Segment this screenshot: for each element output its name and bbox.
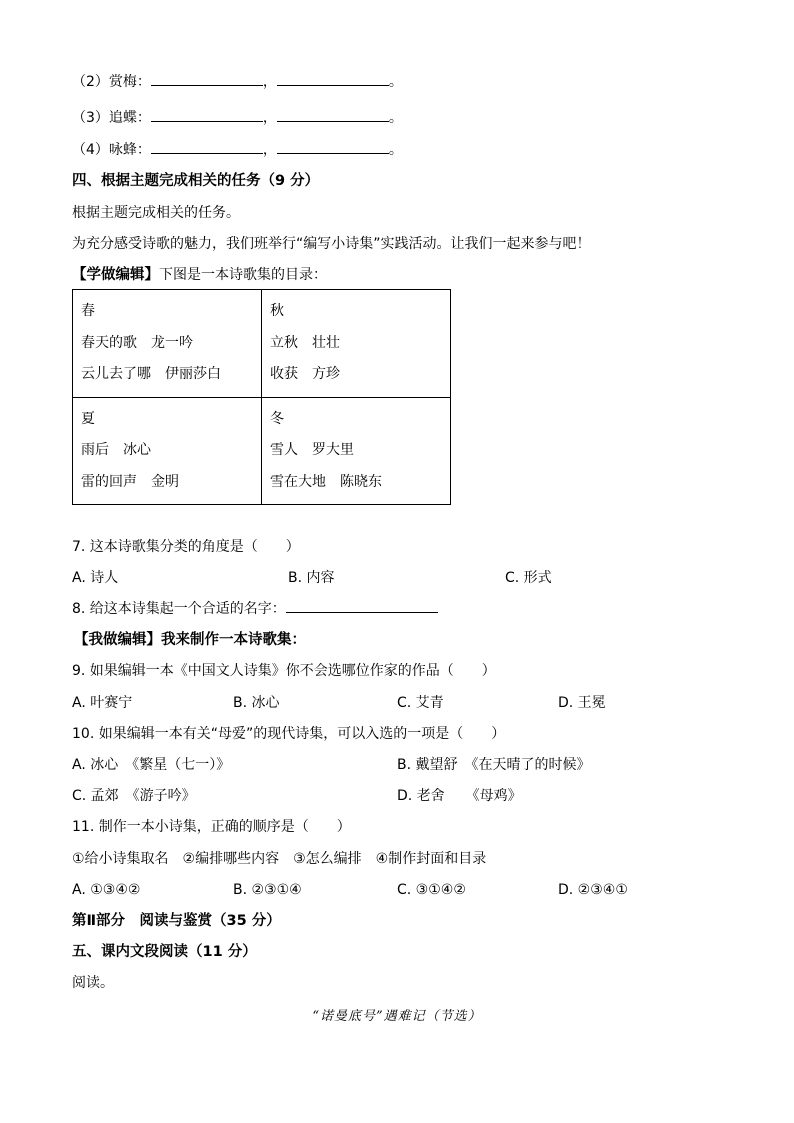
season-label: 冬: [270, 410, 284, 427]
recite-item-3: [72, 109, 403, 127]
learn-editing-label: 【学做编辑】: [72, 267, 159, 283]
comma: ，: [262, 74, 277, 90]
cell-autumn: [262, 290, 451, 398]
comma: ，: [262, 110, 277, 126]
question-10: 10. 如果编辑一本有关“母爱”的现代诗集，可以入选的一项是（ ）: [72, 726, 506, 742]
activity-description: 为充分感受诗歌的魅力，我们班举行“编写小诗集”实践活动。让我们一起来参与吧！: [72, 236, 591, 252]
make-editing-heading: 【我做编辑】我来制作一本诗歌集：: [74, 632, 306, 648]
question-8-text: 8. 给这本诗集起一个合适的名字：: [72, 601, 286, 617]
recite-item-4: [72, 141, 403, 159]
q11-option-d[interactable]: D. ②③④①: [558, 882, 628, 898]
period: 。: [388, 110, 403, 126]
recite-label: （3）追蝶：: [72, 110, 151, 126]
answer-blank[interactable]: [277, 141, 389, 154]
answer-blank[interactable]: [151, 109, 263, 122]
cell-winter: [262, 397, 451, 505]
answer-blank[interactable]: [151, 73, 263, 86]
cell-spring: [73, 290, 262, 398]
section-4-intro: 根据主题完成相关的任务。: [72, 205, 240, 221]
question-7: 7. 这本诗歌集分类的角度是（ ）: [72, 539, 300, 555]
poem-entry: 雨后 冰心: [81, 442, 151, 458]
section-5-title: 五、课内文段阅读（11 分）: [72, 944, 257, 960]
q10-option-b[interactable]: B. 戴望舒 《在天晴了的时候》: [397, 757, 591, 773]
q7-option-a[interactable]: A. 诗人: [72, 570, 119, 586]
poem-entry: 雪在大地 陈晓东: [270, 473, 382, 490]
question-11: 11. 制作一本小诗集，正确的顺序是（ ）: [72, 819, 351, 835]
q10-option-c[interactable]: C. 孟郊 《游子吟》: [72, 788, 196, 804]
q11-option-b[interactable]: B. ②③①④: [233, 882, 302, 898]
answer-blank[interactable]: [286, 600, 438, 613]
q7-option-c[interactable]: C. 形式: [505, 570, 552, 586]
learn-editing-line: [72, 266, 327, 284]
poem-entry: 收获 方珍: [270, 366, 340, 382]
passage-title: “诺曼底号”遇难记（节选）: [312, 1009, 482, 1024]
poem-entry: 立秋 壮壮: [270, 334, 340, 351]
read-instruction: 阅读。: [72, 975, 114, 991]
question-9: 9. 如果编辑一本《中国文人诗集》你不会选哪位作家的作品（ ）: [72, 663, 496, 679]
q9-option-d[interactable]: D. 王冕: [558, 695, 606, 711]
recite-label: （4）咏蜂：: [72, 142, 151, 158]
q10-option-a[interactable]: A. 冰心 《繁星（七一）》: [72, 757, 231, 773]
answer-blank[interactable]: [151, 141, 263, 154]
comma: ，: [262, 142, 277, 158]
answer-blank[interactable]: [277, 73, 389, 86]
q11-steps: ①给小诗集取名 ②编排哪些内容 ③怎么编排 ④制作封面和目录: [72, 851, 487, 867]
season-label: 夏: [81, 410, 95, 427]
poetry-contents-table: [72, 289, 451, 505]
season-label: 秋: [270, 303, 284, 319]
q7-option-b[interactable]: B. 内容: [288, 570, 335, 586]
q9-option-a[interactable]: A. 叶赛宁: [72, 695, 133, 711]
q11-option-c[interactable]: C. ③①④②: [397, 882, 466, 898]
season-label: 春: [81, 303, 95, 319]
part-2-title: 第Ⅱ部分 阅读与鉴赏（35 分）: [72, 913, 281, 929]
q10-option-d[interactable]: D. 老舍 《母鸡》: [397, 788, 522, 804]
section-4-title: 四、根据主题完成相关的任务（9 分）: [72, 173, 320, 189]
cell-summer: [73, 397, 262, 505]
answer-blank[interactable]: [277, 109, 389, 122]
period: 。: [388, 142, 403, 158]
poem-entry: 雷的回声 金明: [81, 473, 179, 490]
poem-entry: 春天的歌 龙一吟: [81, 334, 193, 351]
recite-label: （2）赏梅：: [72, 74, 151, 90]
q9-option-c[interactable]: C. 艾青: [397, 695, 444, 711]
poem-entry: 雪人 罗大里: [270, 442, 354, 458]
learn-editing-text: 下图是一本诗歌集的目录：: [159, 267, 327, 283]
poem-entry: 云儿去了哪 伊丽莎白: [81, 366, 221, 382]
q11-option-a[interactable]: A. ①③④②: [72, 882, 141, 898]
question-8: [72, 600, 438, 618]
q9-option-b[interactable]: B. 冰心: [233, 695, 280, 711]
period: 。: [388, 74, 403, 90]
recite-item-2: [72, 73, 403, 91]
